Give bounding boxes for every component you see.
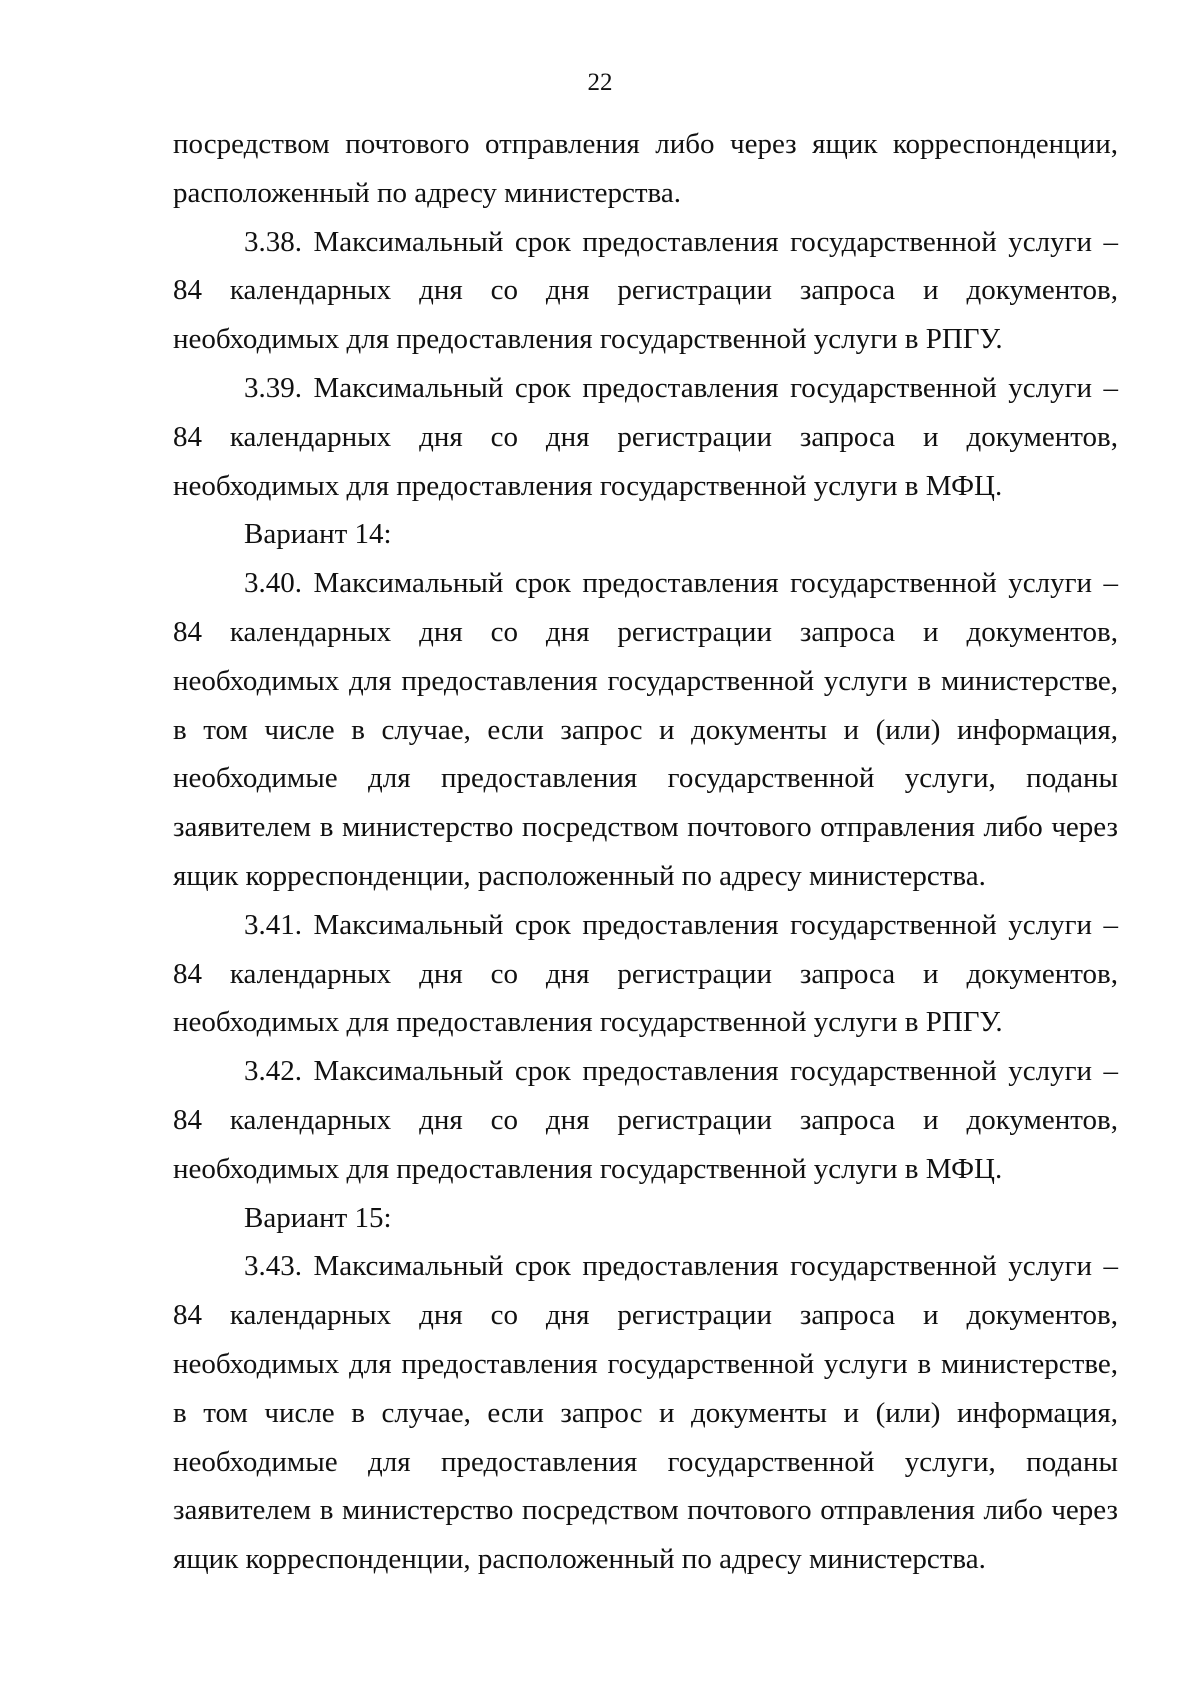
page-number: 22 [587,69,613,96]
variant-15-heading: Вариант 15: [244,1201,392,1234]
document-body [173,120,1118,1584]
paragraph-3-41: 3.41. Максимальный срок предоставления государственной услуги – 84 календарных дня со дня регистрации запроса и документов, необходимых для предоставления государственной услуги в РПГУ. [173,908,1118,1039]
paragraph-continuation: посредством почтового отправления либо через ящик корреспонденции, расположенный по адресу министерства. [173,128,1118,209]
paragraph-3-39: 3.39. Максимальный срок предоставления государственной услуги – 84 календарных дня со дня регистрации запроса и документов, необходимых для предоставления государственной услуги в МФЦ. [173,371,1118,502]
paragraph-3-40: 3.40. Максимальный срок предоставления государственной услуги – 84 календарных дня со дня регистрации запроса и документов, необходимых для предоставления государственной услуги в министерстве, в том числе в случае, если запрос и документы и (или) информация, необходимые для предоставления государственной услуги, поданы заявителем в министерство посредством почтового отправления либо через ящик корреспонденции, расположенный по адресу министерства. [173,567,1118,892]
variant-14-heading: Вариант 14: [244,518,392,551]
paragraph-3-43: 3.43. Максимальный срок предоставления государственной услуги – 84 календарных дня со дня регистрации запроса и документов, необходимых для предоставления государственной услуги в министерстве, в том числе в случае, если запрос и документы и (или) информация, необходимые для предоставления государственной услуги, поданы заявителем в министерство посредством почтового отправления либо через ящик корреспонденции, расположенный по адресу министерства. [173,1250,1118,1576]
paragraph-3-42: 3.42. Максимальный срок предоставления государственной услуги – 84 календарных дня со дня регистрации запроса и документов, необходимых для предоставления государственной услуги в МФЦ. [173,1055,1118,1185]
paragraph-3-38: 3.38. Максимальный срок предоставления государственной услуги – 84 календарных дня со дня регистрации запроса и документов, необходимых для предоставления государственной услуги в РПГУ. [173,225,1118,356]
